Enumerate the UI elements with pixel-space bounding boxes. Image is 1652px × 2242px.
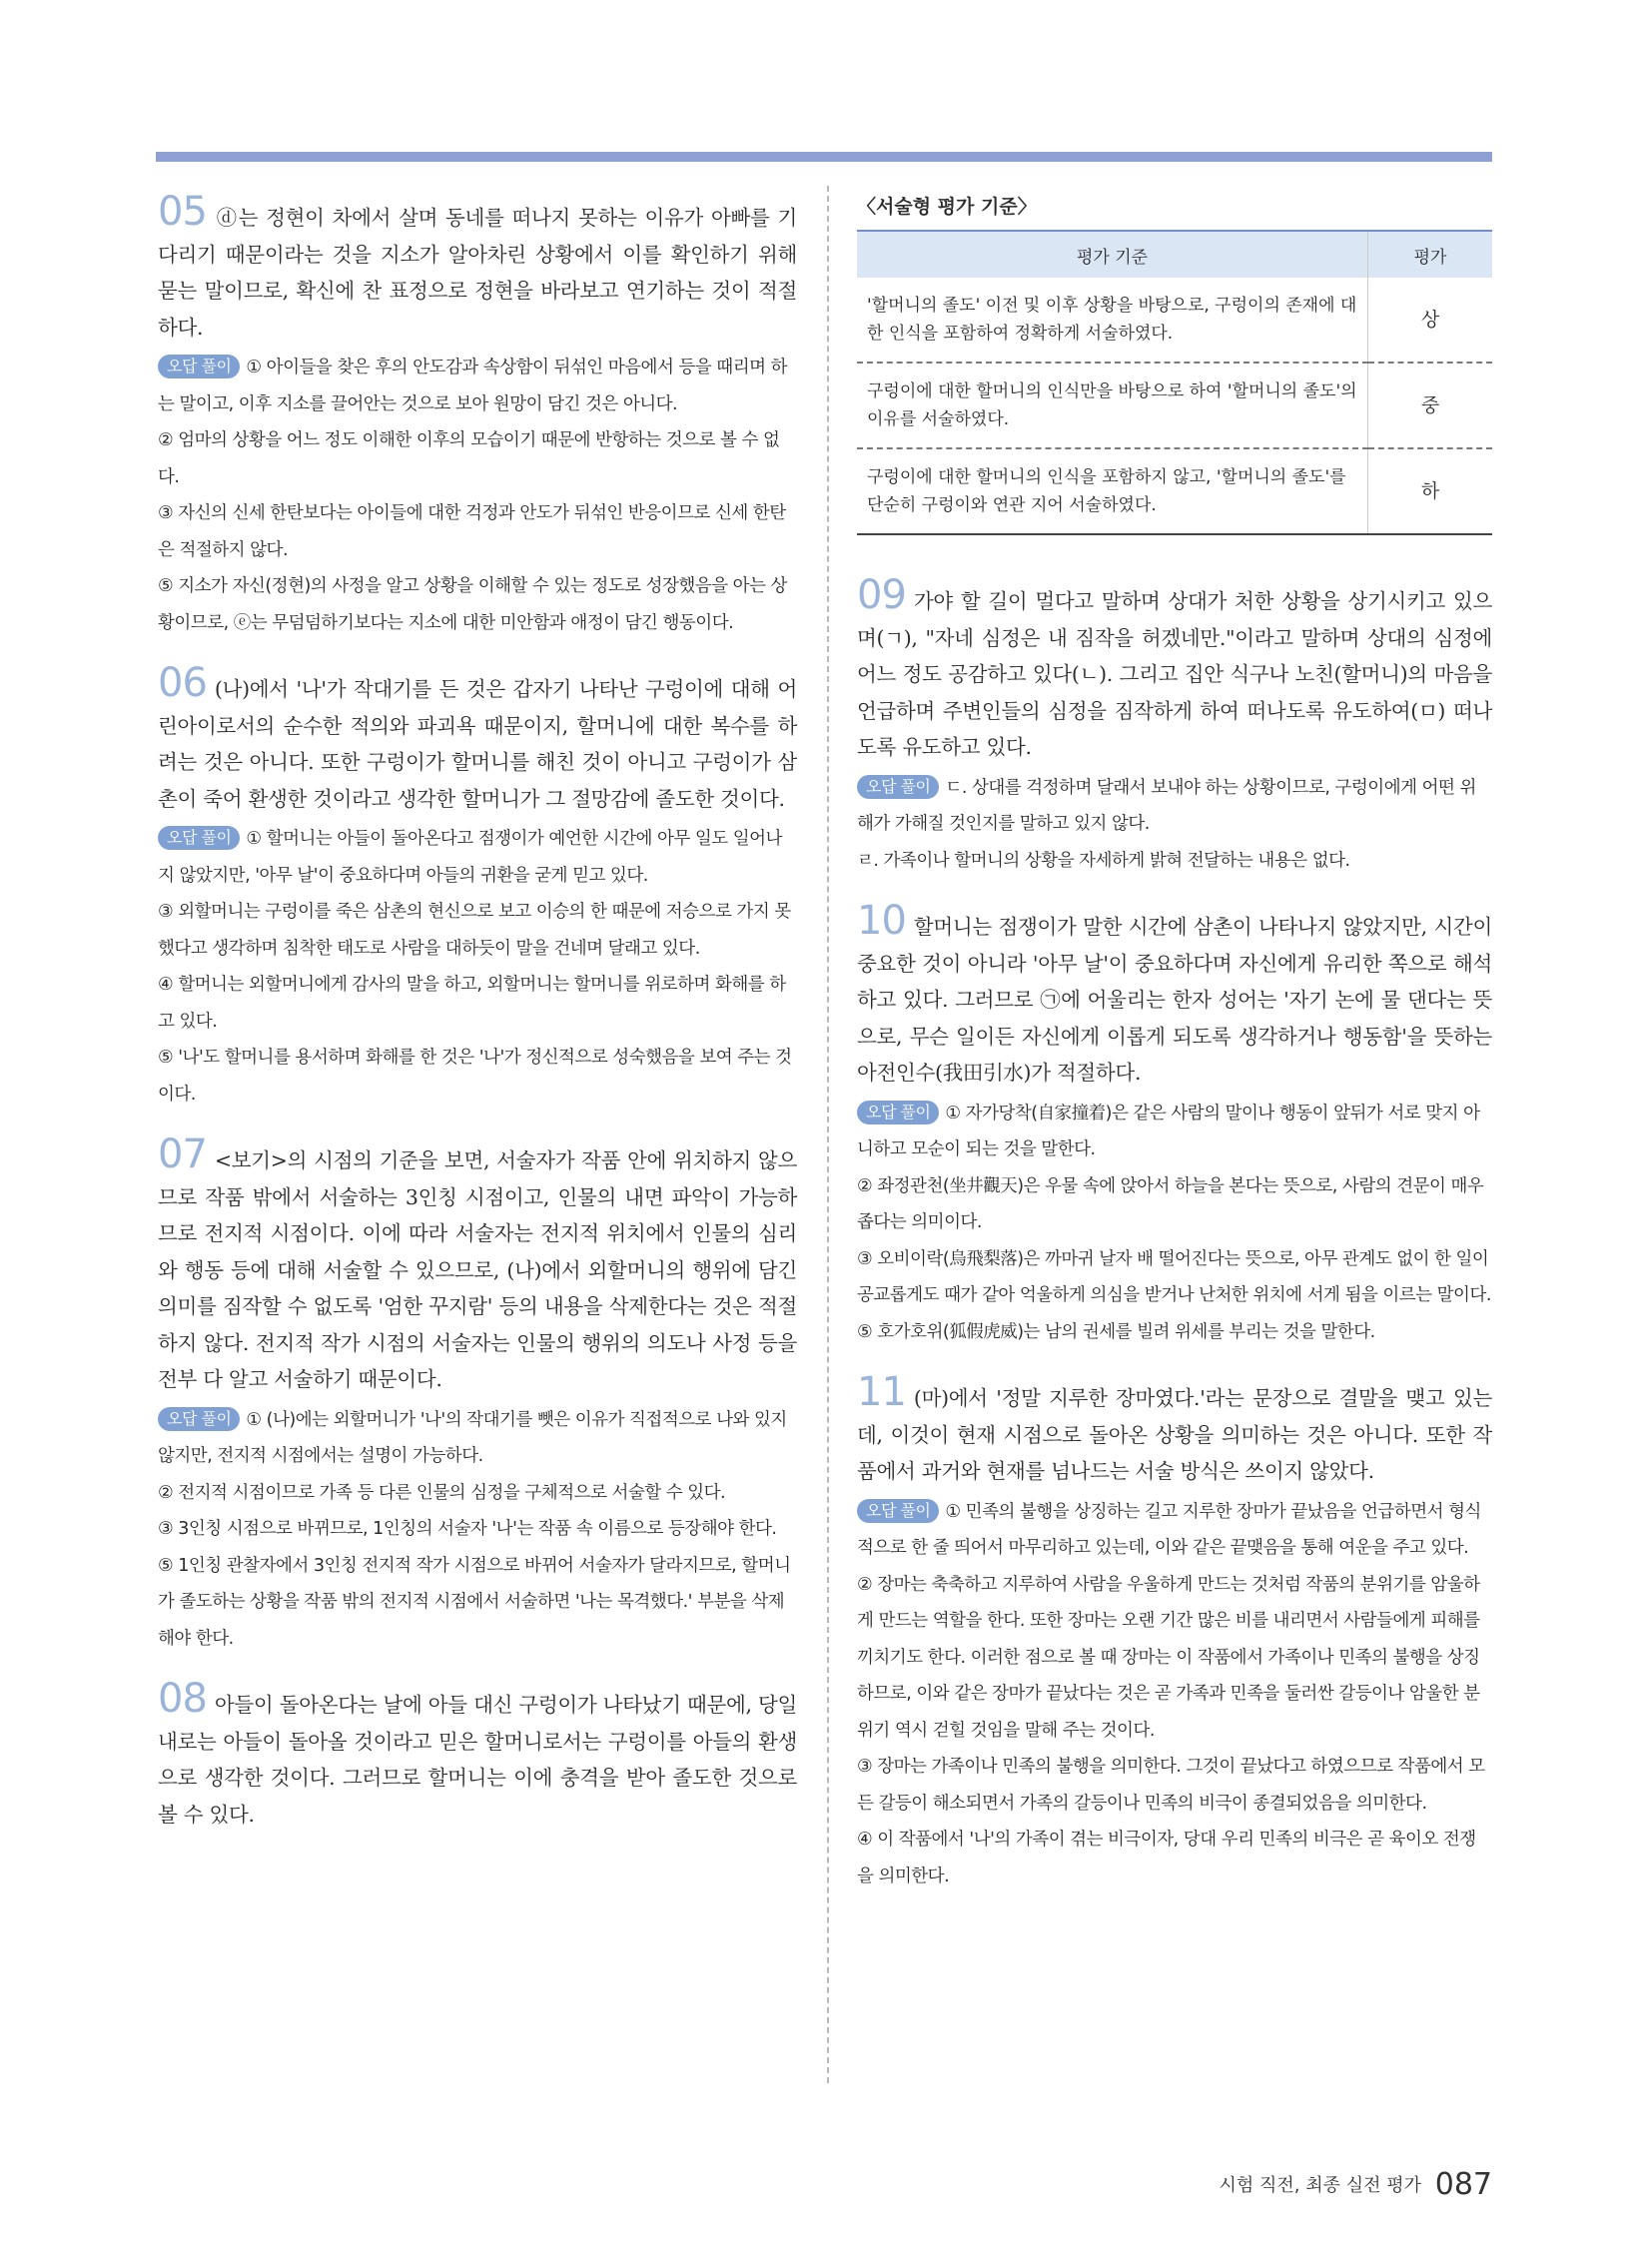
wrong-note: ① (나)에는 외할머니가 '나'의 작대기를 뺏은 이유가 직접적으로 나와 있지 않지만, 전지적 시점에서는 설명이 가능하다. xyxy=(158,1409,787,1466)
right-column xyxy=(857,192,1492,1916)
wrong-note: ② 장마는 축축하고 지루하여 사람을 우울하게 만드는 것처럼 작품의 분위기를 암울하게 만드는 역할을 한다. 또한 장마는 오랜 기간 많은 비를 내리면서 사람들에게 피해를 끼치기도 한다. 이러한 점으로 볼 때 장마는 이 작품에서 가족이나 민족의 불행을 상징하므로, 이와 같은 장마가 끝났다는 것은 곧 가족과 민족을 둘러싼 갈등이나 암울한 분위기 역시 걷힐 것임을 말해 주는 것이다. xyxy=(857,1574,1480,1741)
wrong-note: ① 아이들을 찾은 후의 안도감과 속상함이 뒤섞인 마음에서 등을 때리며 하는 말이고, 이후 지소를 끌어안는 것으로 보아 원망이 담긴 것은 아니다. xyxy=(158,358,787,414)
wrong-answer-badge: 오답 풀이 xyxy=(857,775,939,799)
wrong-note: ③ 장마는 가족이나 민족의 불행을 의미한다. 그것이 끝났다고 하였으므로 작품에서 모든 갈등이 해소되면서 가족의 갈등이나 민족의 비극이 종결되었음을 의미한다. xyxy=(857,1757,1485,1814)
table-row xyxy=(857,448,1492,534)
wrong-note: ⑤ '나'도 할머니를 용서하며 화해를 한 것은 '나'가 정신적으로 성숙했음을 보여 주는 것이다. xyxy=(158,1048,792,1105)
answer-11 xyxy=(857,1369,1492,1894)
explanation-text: 가야 할 길이 멀다고 말하며 상대가 처한 상황을 상기시키고 있으며(ㄱ), "자네 심정은 내 짐작을 허겠네만."이라고 말하며 상대의 심정에 어느 정도 공감하고 있다(ㄴ). 그리고 집안 식구나 노친(할머니)의 마음을 언급하며 주변인들의 심정을 짐작하게 하여 떠나도록 유도하여(ㅁ) 떠나도록 유도하고 있다. xyxy=(857,589,1492,759)
wrong-note: ① 할머니는 아들이 돌아온다고 점쟁이가 예언한 시간에 아무 일도 일어나지 않았지만, '아무 날'이 중요하다며 아들의 귀환을 굳게 믿고 있다. xyxy=(158,829,782,886)
wrong-note: ① 자가당착(自家撞着)은 같은 사람의 말이나 행동이 앞뒤가 서로 맞지 아니하고 모순이 되는 것을 말한다. xyxy=(857,1103,1480,1159)
question-number: 11 xyxy=(857,1369,906,1415)
wrong-note: ② 좌정관천(坐井觀天)은 우물 속에 앉아서 하늘을 본다는 뜻으로, 사람의 견문이 매우 좁다는 의미이다. xyxy=(857,1175,1484,1232)
grade-cell: 상 xyxy=(1368,278,1493,363)
answer-06 xyxy=(158,660,797,1113)
wrong-note: ⑤ 1인칭 관찰자에서 3인칭 전지적 작가 시점으로 바뀌어 서술자가 달라지므로, 할머니가 졸도하는 상황을 작품 밖의 전지적 시점에서 서술하면 '나는 목격했다.' 부분을 삭제해야 한다. xyxy=(158,1555,791,1649)
wrong-answer-badge: 오답 풀이 xyxy=(158,826,240,850)
wrong-answer-notes xyxy=(158,1402,797,1658)
wrong-note: ③ 3인칭 시점으로 바뀌므로, 1인칭의 서술자 '나'는 작품 속 이름으로 등장해야 한다. xyxy=(158,1519,777,1539)
footer-section-title: 시험 직전, 최종 실전 평가 xyxy=(1219,2175,1421,2196)
wrong-answer-notes xyxy=(158,821,797,1113)
wrong-note: ④ 할머니는 외할머니에게 감사의 말을 하고, 외할머니는 할머니를 위로하며 화해를 하고 있다. xyxy=(158,975,786,1032)
wrong-answer-badge: 오답 풀이 xyxy=(857,1499,939,1523)
criteria-header-row xyxy=(857,231,1492,278)
wrong-note: ② 전지적 시점이므로 가족 등 다른 인물의 심정을 구체적으로 서술할 수 있다. xyxy=(158,1482,726,1503)
wrong-note: ② 엄마의 상황을 어느 정도 이해한 이후의 모습이기 때문에 반항하는 것으로 볼 수 없다. xyxy=(158,430,780,487)
explanation-text: <보기>의 시점의 기준을 보면, 서술자가 작품 안에 위치하지 않으므로 작품 밖에서 서술하는 3인칭 시점이고, 인물의 내면 파악이 가능하므로 전지적 시점이다. 이에 따라 서술자는 전지적 위치에서 인물의 심리와 행동 등에 대해 서술할 수 있으므로, (나)에서 외할머니의 행위에 담긴 의미를 짐작할 수 없도록 '엄한 꾸지람' 등의 내용을 삭제한다는 것은 적절하지 않다. 전지적 작가 시점의 서술자는 인물의 행위의 의도나 사정 등을 전부 다 알고 서술하기 때문이다. xyxy=(158,1148,797,1391)
explanation-text: (나)에서 '나'가 작대기를 든 것은 갑자기 나타난 구렁이에 대해 어린아이로서의 순수한 적의와 파괴욕 때문이지, 할머니에 대한 복수를 하려는 것은 아니다. 또한 구렁이가 할머니를 해친 것이 아니고 구렁이가 삼촌이 죽어 환생한 것이라고 생각한 할머니가 그 절망감에 졸도한 것이다. xyxy=(158,677,797,811)
question-number: 09 xyxy=(857,572,906,618)
answer-09 xyxy=(857,572,1492,879)
explanation-text: (마)에서 '정말 지루한 장마였다.'라는 문장으로 결말을 맺고 있는데, 이것이 현재 시점으로 돌아온 상황을 의미하는 것은 아니다. 또한 작품에서 과거와 현재를 넘나드는 서술 방식은 쓰이지 않았다. xyxy=(857,1386,1492,1483)
table-row xyxy=(857,363,1492,448)
question-number: 08 xyxy=(158,1676,207,1722)
wrong-note: ㄷ. 상대를 걱정하며 달래서 보내야 하는 상황이므로, 구렁이에게 어떤 위해가 가해질 것인지를 말하고 있지 않다. xyxy=(857,777,1476,834)
answer-05 xyxy=(158,189,797,641)
wrong-answer-notes xyxy=(158,350,797,641)
table-row xyxy=(857,278,1492,363)
header-rule xyxy=(156,152,1492,162)
wrong-note: ③ 자신의 신세 한탄보다는 아이들에 대한 걱정과 안도가 뒤섞인 반응이므로 신세 한탄은 적절하지 않다. xyxy=(158,503,786,560)
explanation-text: ⓓ는 정현이 차에서 살며 동네를 떠나지 못하는 이유가 아빠를 기다리기 때문이라는 것을 지소가 알아차린 상황에서 이를 확인하기 위해 묻는 말이므로, 확신에 찬 표정으로 정현을 바라보고 연기하는 것이 적절하다. xyxy=(158,206,797,340)
wrong-note: ④ 이 작품에서 '나'의 가족이 겪는 비극이자, 당대 우리 민족의 비극은 곧 육이오 전쟁을 의미한다. xyxy=(857,1830,1476,1886)
criteria-cell: 구렁이에 대한 할머니의 인식을 포함하지 않고, '할머니의 졸도'를 단순히 구렁이와 연관 지어 서술하였다. xyxy=(857,448,1368,534)
grading-criteria xyxy=(857,192,1492,535)
wrong-note: ㄹ. 가족이나 할머니의 상황을 자세하게 밝혀 전달하는 내용은 없다. xyxy=(857,850,1350,871)
question-number: 07 xyxy=(158,1131,207,1177)
grade-cell: 하 xyxy=(1368,448,1493,534)
criteria-column-header: 평가 기준 xyxy=(857,231,1368,278)
explanation-text: 아들이 돌아온다는 날에 아들 대신 구렁이가 나타났기 때문에, 당일 내로는 아들이 돌아올 것이라고 믿은 할머니로서는 구렁이를 아들의 환생으로 생각한 것이다. 그러므로 할머니는 이에 충격을 받아 졸도한 것으로 볼 수 있다. xyxy=(158,1693,797,1827)
wrong-answer-notes xyxy=(857,1494,1492,1895)
grade-column-header: 평가 xyxy=(1368,231,1493,278)
question-number: 05 xyxy=(158,189,207,235)
criteria-title: 〈서술형 평가 기준〉 xyxy=(857,196,1037,218)
wrong-note: ⑤ 호가호위(狐假虎威)는 남의 권세를 빌려 위세를 부리는 것을 말한다. xyxy=(857,1321,1375,1342)
answer-07 xyxy=(158,1131,797,1657)
grade-cell: 중 xyxy=(1368,363,1493,448)
question-number: 10 xyxy=(857,898,906,944)
wrong-answer-notes xyxy=(857,770,1492,880)
answer-08 xyxy=(158,1676,797,1833)
page-footer xyxy=(1220,2167,1493,2202)
wrong-note: ③ 외할머니는 구렁이를 죽은 삼촌의 현신으로 보고 이승의 한 때문에 저승으로 가지 못했다고 생각하며 침착한 태도로 사람을 대하듯이 말을 건네며 달래고 있다. xyxy=(158,902,791,959)
criteria-cell: 구렁이에 대한 할머니의 인식만을 바탕으로 하여 '할머니의 졸도'의 이유를 서술하였다. xyxy=(857,363,1368,448)
wrong-note: ① 민족의 불행을 상징하는 길고 지루한 장마가 끝났음을 언급하면서 형식적으로 한 줄 띄어서 마무리하고 있는데, 이와 같은 끝맺음을 통해 여운을 주고 있다. xyxy=(857,1501,1481,1558)
explanation-text: 할머니는 점쟁이가 말한 시간에 삼촌이 나타나지 않았지만, 시간이 중요한 것이 아니라 '아무 날'이 중요하다며 자신에게 유리한 쪽으로 해석하고 있다. 그러므로 ㉠에 어울리는 한자 성어는 '자기 논에 물 댄다는 뜻으로, 무슨 일이든 자신에게 이롭게 되도록 생각하거나 행동함'을 뜻하는 아전인수(我田引水)가 적절하다. xyxy=(857,915,1492,1085)
column-divider xyxy=(827,186,829,2083)
answer-10 xyxy=(857,898,1492,1350)
left-column xyxy=(158,189,797,1855)
wrong-answer-badge: 오답 풀이 xyxy=(158,355,240,378)
wrong-answer-badge: 오답 풀이 xyxy=(158,1407,240,1431)
wrong-note: ⑤ 지소가 자신(정현)의 사정을 알고 상황을 이해할 수 있는 정도로 성장했음을 아는 상황이므로, ⓔ는 무덤덤하기보다는 지소에 대한 미안함과 애정이 담긴 행동이다. xyxy=(158,576,787,633)
wrong-answer-badge: 오답 풀이 xyxy=(857,1101,939,1124)
criteria-cell: '할머니의 졸도' 이전 및 이후 상황을 바탕으로, 구렁이의 존재에 대한 인식을 포함하여 정확하게 서술하였다. xyxy=(857,278,1368,363)
question-number: 06 xyxy=(158,660,207,706)
criteria-table xyxy=(857,230,1492,535)
page-number: 087 xyxy=(1434,2167,1492,2202)
wrong-note: ③ 오비이락(烏飛梨落)은 까마귀 날자 배 떨어진다는 뜻으로, 아무 관계도 없이 한 일이 공교롭게도 때가 같아 억울하게 의심을 받거나 난처한 위치에 서게 됨을 이르는 말이다. xyxy=(857,1248,1491,1305)
wrong-answer-notes xyxy=(857,1096,1492,1351)
